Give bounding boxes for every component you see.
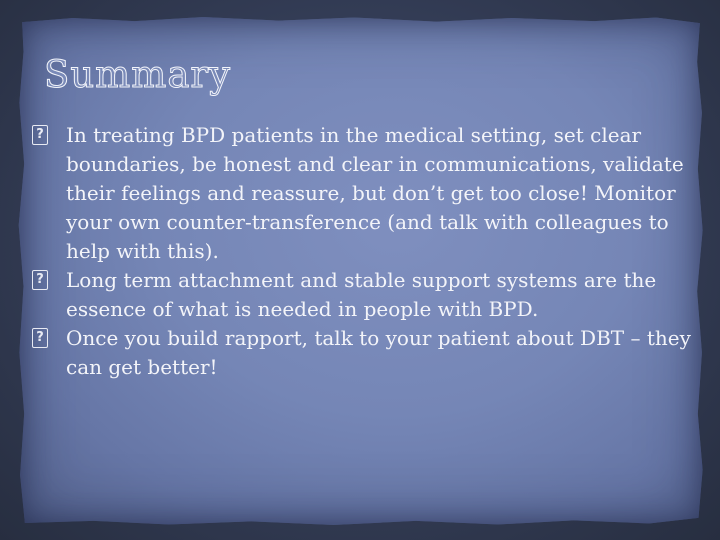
replacement-glyph-icon: ? <box>32 328 48 348</box>
slide-title: Summary <box>44 53 231 96</box>
bullet-list <box>32 121 692 382</box>
replacement-glyph-icon: ? <box>32 270 48 290</box>
bullet-text: Once you build rapport, talk to your patient about DBT – they can get better! <box>66 326 691 379</box>
bullet-item <box>32 266 692 324</box>
bullet-item <box>32 121 692 266</box>
replacement-glyph-icon: ? <box>32 125 48 145</box>
bullet-item <box>32 324 692 382</box>
bullet-text: In treating BPD patients in the medical setting, set clear boundaries, be honest and clear in communications, validate their feelings and reassure, but don’t get too close! Monitor your own counter-transference (and talk with colleagues to help with this). <box>66 123 684 263</box>
bullet-text: Long term attachment and stable support systems are the essence of what is needed in people with BPD. <box>66 268 657 321</box>
